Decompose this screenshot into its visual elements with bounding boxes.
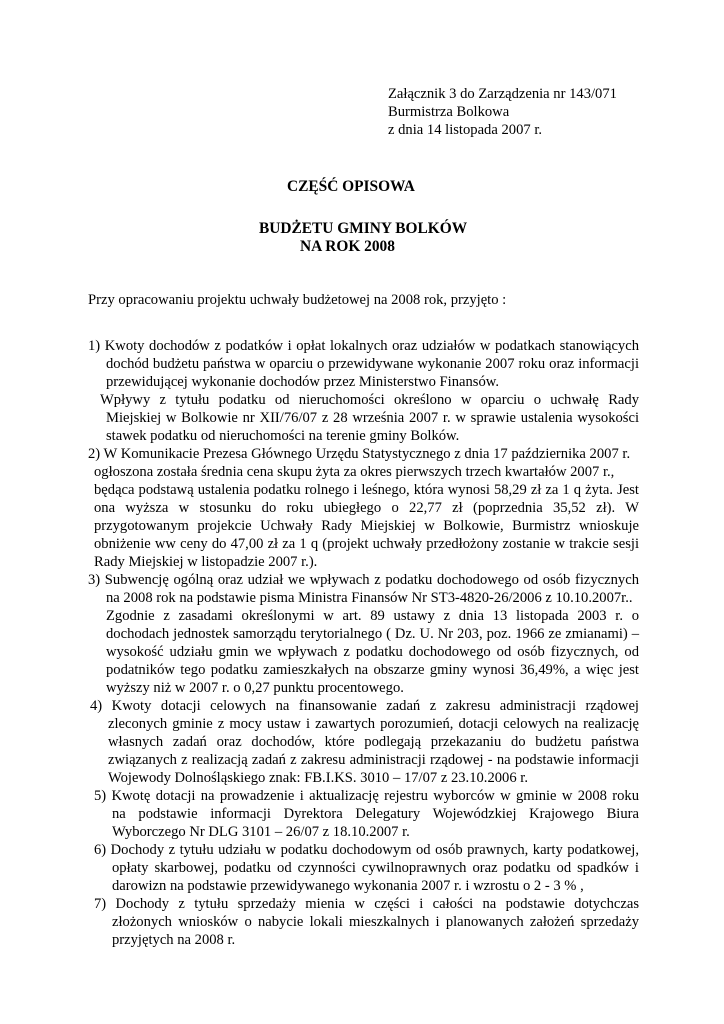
list-item-1-line-6: stawek podatku od nieruchomości na terenie gminy Bolków. <box>106 428 460 444</box>
list-item-4-line-4: związanych z realizacją zadań z zakresu administracji rządowej - na podstawie informacji <box>108 752 639 768</box>
title-budget: BUDŻETU GMINY BOLKÓW <box>259 220 468 237</box>
list-item-5-line-1: 5) Kwotę dotacji na prowadzenie i aktualizację rejestru wyborców w gminie w 2008 roku <box>94 788 639 804</box>
list-item-4-line-2: zleconych gminie z mocy ustaw i zawartych porozumień, dotacji celowych na realizację <box>108 716 639 732</box>
list-item-2-line-1: 2) W Komunikacie Prezesa Głównego Urzędu Statystycznego z dnia 17 października 2007 r. <box>88 446 631 462</box>
title-year: NA ROK 2008 <box>300 238 395 255</box>
list-item-1-line-1: 1) Kwoty dochodów z podatków i opłat lokalnych oraz udziałów w podatkach stanowiących <box>88 338 639 354</box>
list-item-5-line-3: Wyborczego Nr DLG 3101 – 26/07 z 18.10.2007 r. <box>112 824 410 840</box>
list-item-4-line-1: 4) Kwoty dotacji celowych na finansowanie zadań z zakresu administracji rządowej <box>90 698 639 714</box>
list-item-3-line-2: na 2008 rok na podstawie pisma Ministra Finansów Nr ST3-4820-26/2006 z 10.10.2007r.. <box>106 590 633 606</box>
list-item-6-line-1: 6) Dochody z tytułu udziału w podatku dochodowym od osób prawnych, karty podatkowej, <box>94 842 639 858</box>
list-item-3-line-6: podatników tego podatku zamieszkałych na obszarze gminy wynosi 36,49%, a więc jest <box>106 662 639 678</box>
list-item-3-line-4: dochodach jednostek samorządu terytorialnego ( Dz. U. Nr 203, poz. 1966 ze zmianami) – <box>106 626 639 642</box>
list-item-4-line-3: własnych zadań oraz dochodów, które podlegają przekazaniu do budżetu państwa <box>108 734 639 750</box>
list-item-1-line-2: dochód budżetu państwa w oparciu o przewidywane wykonanie 2007 roku oraz informacji <box>106 356 639 372</box>
list-item-7-line-3: przyjętych na 2008 r. <box>112 932 236 948</box>
list-item-6-line-3: darowizn na podstawie przewidywanego wykonania 2007 r. i wzrostu o 2 - 3 % , <box>112 878 584 894</box>
intro-text: Przy opracowaniu projektu uchwały budżetowej na 2008 rok, przyjęto : <box>88 292 507 308</box>
date-line: z dnia 14 listopada 2007 r. <box>388 122 543 138</box>
list-item-2-line-2: ogłoszona została średnia cena skupu żyta za okres pierwszych trzech kwartałów 2007 r., <box>94 464 615 480</box>
annex-reference: Załącznik 3 do Zarządzenia nr 143/071 <box>388 86 617 102</box>
list-item-6-line-2: opłaty skarbowej, podatku od czynności cywilnoprawnych oraz podatku od spadków i <box>112 860 639 876</box>
list-item-2-line-6: obniżenie ww ceny do 47,00 zł za 1 q (projekt uchwały przedłożony zostanie w trakcie sesji <box>94 536 639 552</box>
list-item-7-line-1: 7) Dochody z tytułu sprzedaży mienia w części i całości na podstawie dotychczas <box>94 896 639 912</box>
list-item-3-line-1: 3) Subwencję ogólną oraz udział we wpływach z podatku dochodowego od osób fizycznych <box>88 572 639 588</box>
list-item-2-line-3: będąca podstawą ustalenia podatku rolnego i leśnego, która wynosi 58,29 zł za 1 q żyta. Jest <box>94 482 639 498</box>
list-item-3-line-7: wyższy niż w 2007 r. o 0,27 punktu procentowego. <box>106 680 404 696</box>
list-item-3-line-5: wysokość udziału gmin we wpływach z podatku dochodowego od osób fizycznych, od <box>106 644 639 660</box>
list-item-2-line-7: Rady Miejskiej w listopadzie 2007 r.). <box>94 554 318 570</box>
title-main: CZĘŚĆ OPISOWA <box>287 178 415 195</box>
list-item-1-line-5: Miejskiej w Bolkowie nr XII/76/07 z 28 września 2007 r. w sprawie ustalenia wysokości <box>106 410 639 426</box>
list-item-2-line-5: przygotowanym projekcie Uchwały Rady Miejskiej w Bolkowie, Burmistrz wnioskuje <box>94 518 639 534</box>
list-item-1-line-4: Wpływy z tytułu podatku od nieruchomości określono w oparciu o uchwałę Rady <box>100 392 639 408</box>
list-item-1-line-3: przewidującej wykonanie dochodów przez Ministerstwo Finansów. <box>106 374 499 390</box>
list-item-5-line-2: na podstawie informacji Dyrektora Delegatury Wojewódzkiej Krajowego Biura <box>112 806 639 822</box>
issuer-line: Burmistrza Bolkowa <box>388 104 510 120</box>
list-item-7-line-2: złożonych wniosków o nabycie lokali mieszkalnych i planowanych założeń sprzedaży <box>112 914 639 930</box>
list-item-2-line-4: ona wyższa w stosunku do roku ubiegłego o 22,77 zł (poprzednia 35,52 zł). W <box>94 500 639 516</box>
list-item-4-line-5: Wojewody Dolnośląskiego znak: FB.I.KS. 3010 – 17/07 z 23.10.2006 r. <box>108 770 528 786</box>
list-item-3-line-3: Zgodnie z zasadami określonymi w art. 89 ustawy z dnia 13 listopada 2003 r. o <box>106 608 639 624</box>
